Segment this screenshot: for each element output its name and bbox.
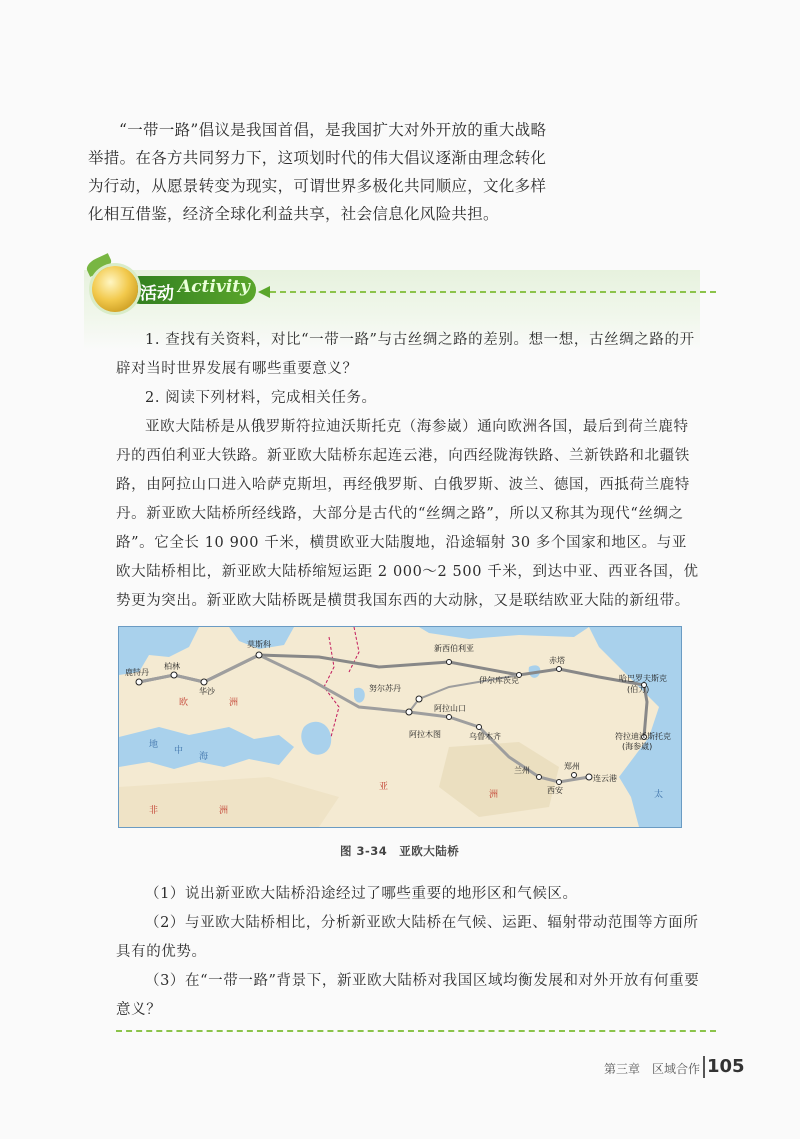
map-region-europe-2: 洲 [229, 698, 239, 708]
activity-bottom-divider [116, 1030, 716, 1032]
chapter-label: 第三章 区域合作 [603, 1062, 700, 1076]
activity-badge-icon [92, 266, 138, 312]
map-label-vladivostok-alt: (海参崴) [622, 742, 653, 751]
map-label-chita: 赤塔 [549, 656, 565, 665]
map-label-vladivostok: 符拉迪沃斯托克 [615, 732, 671, 741]
map-label-moscow: 莫斯科 [247, 640, 271, 649]
map-label-orenburg: 努尔苏丹 [369, 684, 401, 693]
footer-separator [703, 1056, 705, 1078]
map-label-berlin: 柏林 [164, 662, 180, 671]
task-3: （3）在“一带一路”背景下，新亚欧大陆桥对我国区域均衡发展和对外开放有何重要意义？ [116, 973, 700, 1018]
activity-title-cn: 活动 [140, 284, 174, 304]
map-label-khabarovsk-alt: (伯力) [627, 685, 650, 694]
eurasian-land-bridge-map [118, 626, 682, 828]
banner-arrow-icon [258, 286, 270, 298]
map-label-novosibirsk: 新西伯利亚 [434, 644, 474, 653]
task-2: （2）与亚欧大陆桥相比，分析新亚欧大陆桥在气候、运距、辐射带动范围等方面所具有的优势。 [116, 915, 699, 960]
map-region-africa-2: 洲 [219, 806, 229, 816]
map-label-rotterdam: 鹿特丹 [125, 668, 149, 677]
map-region-ocean-1: 地 [149, 740, 159, 750]
activity-banner-divider [270, 291, 716, 293]
map-label-khabarovsk: 哈巴罗夫斯克 [619, 674, 667, 683]
map-label-lianyungang: 连云港 [593, 774, 617, 783]
map-region-ocean-3: 海 [199, 752, 209, 762]
map-label-almaty: 阿拉木图 [409, 730, 441, 739]
map-label-lanzhou: 兰州 [514, 766, 530, 775]
activity-title-en: Activity [178, 277, 250, 297]
map-region-europe-1: 欧 [179, 698, 189, 708]
intro-paragraph: “一带一路”倡议是我国首倡，是我国扩大对外开放的重大战略举措。在各方共同努力下，这项划时代的伟大倡议逐渐由理念转化为行动，从愿景转变为现实，可谓世界多极化共同顺应，文化多样化相互借鉴，经济全球化利益共享，社会信息化风险共担。 [88, 121, 547, 223]
map-label-xian: 西安 [547, 786, 563, 795]
map-region-pacific: 太 [654, 790, 664, 800]
material-paragraph: 亚欧大陆桥是从俄罗斯符拉迪沃斯托克（海参崴）通向欧洲各国，最后到荷兰鹿特丹的西伯利亚大铁路。新亚欧大陆桥东起连云港，向西经陇海铁路、兰新铁路和北疆铁路，由阿拉山口进入哈萨克斯坦，再经俄罗斯、白俄罗斯、波兰、德国，西抵荷兰鹿特丹。新亚欧大陆桥所经线路，大部分是古代的“丝绸之路”，所以又称其为现代“丝绸之路”。它全长 10 900 千米，横贯欧亚大陆腹地，沿途辐射 30 多个国家和地区。与亚欧大陆桥相比，新亚欧大陆桥缩短运距 2 000～2 500 千米，到达中亚、西亚各国，优势更为突出。新亚欧大陆桥既是横贯我国东西的大动脉，又是联结欧亚大陆的新纽带。 [116, 419, 699, 609]
map-region-asia-1: 亚 [379, 782, 389, 792]
map-region-ocean-2: 中 [174, 746, 184, 756]
question-1: 1. 查找有关资料，对比“一带一路”与古丝绸之路的差别。想一想，古丝绸之路的开辟对当时世界发展有哪些重要意义？ [116, 332, 695, 377]
map-label-warsaw: 华沙 [199, 687, 215, 696]
map-label-urumqi: 乌鲁木齐 [469, 732, 501, 741]
page-number: 105 [707, 1056, 745, 1077]
question-2: 2. 阅读下列材料，完成相关任务。 [145, 390, 377, 406]
map-label-zhengzhou: 郑州 [564, 762, 580, 771]
map-label-irkutsk: 伊尔库茨克 [479, 676, 519, 685]
map-region-africa-1: 非 [149, 806, 159, 816]
map-label-alashankou: 阿拉山口 [434, 704, 466, 713]
task-1: （1）说出新亚欧大陆桥沿途经过了哪些重要的地形区和气候区。 [145, 886, 578, 902]
figure-caption: 图 3-34 亚欧大陆桥 [340, 844, 460, 858]
map-region-asia-2: 洲 [489, 790, 499, 800]
